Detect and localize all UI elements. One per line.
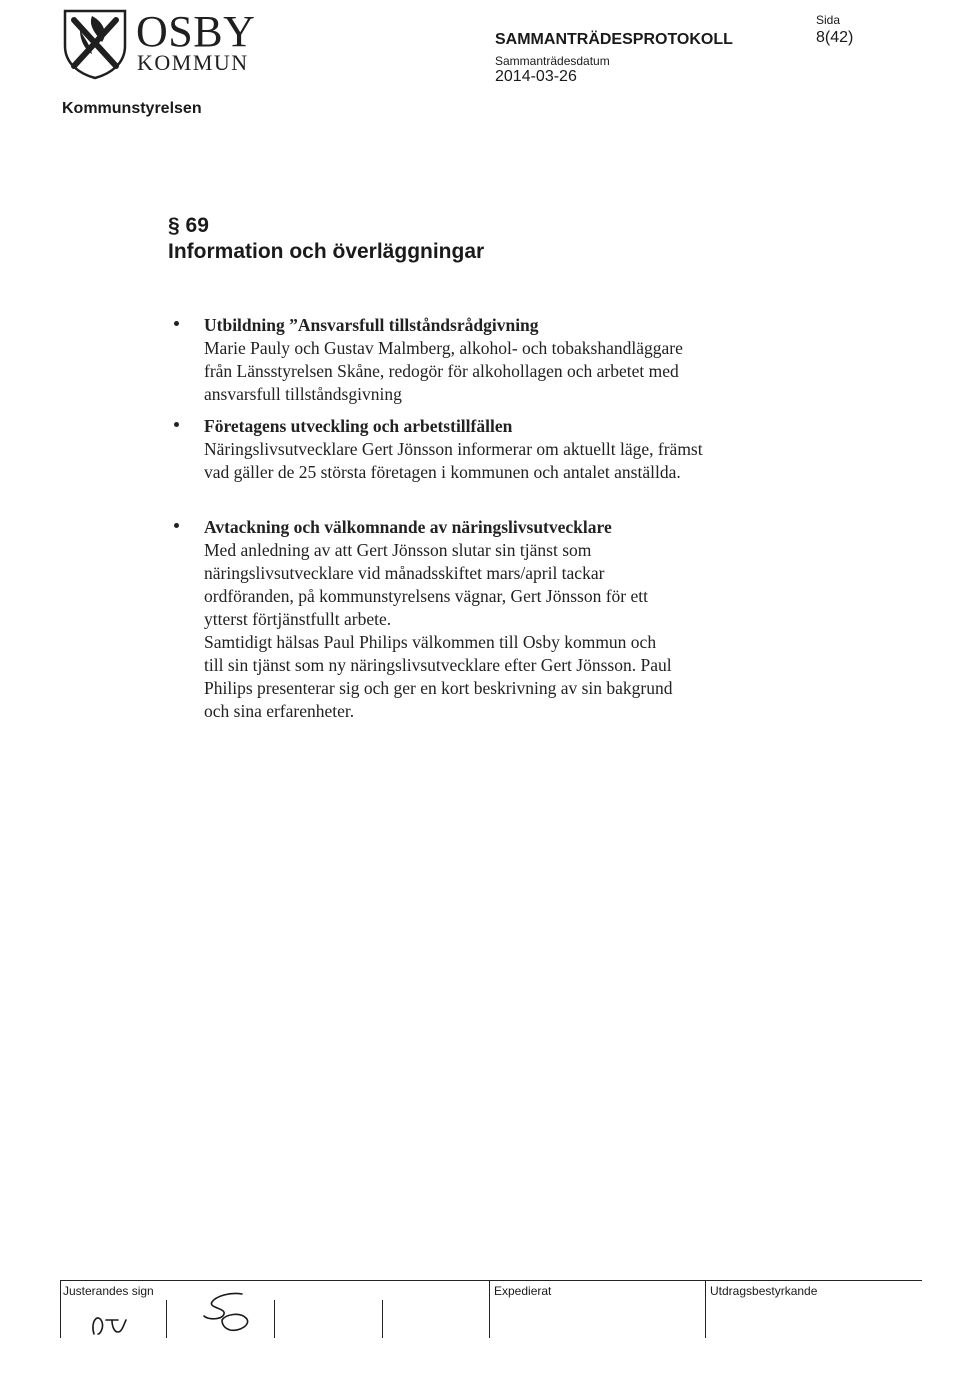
organization-name: Kommunstyrelsen [62,100,202,117]
signature-divider [382,1300,383,1338]
page-number: 8(42) [816,29,854,46]
document-type: SAMMANTRÄDESPROTOKOLL [495,31,733,48]
list-item [204,415,704,484]
footer-divider [705,1280,706,1338]
signature-icon [196,1290,254,1336]
item-body: Näringslivsutvecklare Gert Jönsson informerar om aktuellt läge, främst vad gäller de 25 största företagen i kommunen och antalet anställda. [204,439,703,482]
item-body: Samtidigt hälsas Paul Philips välkommen till Osby kommun och till sin tjänst som ny näringslivsutvecklare efter Gert Jönsson. Paul Philips presenterar sig och ger en kort beskrivning av sin bakgrund och sina erfarenheter. [204,632,673,721]
footer-divider [489,1280,490,1338]
footer-divider [60,1280,922,1281]
expedited-label: Expedierat [494,1284,552,1298]
signature-divider [166,1300,167,1338]
item-body: Med anledning av att Gert Jönsson slutar sin tjänst som näringslivsutvecklare vid månadsskiftet mars/april tackar ordföranden, på kommunstyrelsens vägnar, Gert Jönsson för ett ytterst förtjänstfullt arbete. [204,540,648,629]
item-heading: Företagens utveckling och arbetstillfällen [204,416,513,436]
page-label: Sida [816,13,841,27]
logo-subtitle: KOMMUN [137,50,249,75]
certified-label: Utdragsbestyrkande [710,1284,818,1298]
paragraph-number: § 69 [168,214,209,237]
coat-of-arms-icon [62,8,128,80]
item-body: Marie Pauly och Gustav Malmberg, alkohol- och tobakshandläggare från Länsstyrelsen Skåne, redogör för alkohollagen och arbetet med ansvarsfull tillståndsgivning [204,338,683,404]
signature-divider [274,1300,275,1338]
signature-label: Justerandes sign [63,1284,154,1298]
item-heading: Avtackning och välkomnande av näringslivsutvecklare [204,517,612,537]
section-title: Information och överläggningar [168,240,485,263]
footer-divider [60,1280,61,1338]
list-item [204,314,704,406]
logo-wordmark: OSBY [136,7,256,56]
bullet-icon [174,422,179,427]
bullet-icon [174,321,179,326]
list-item [204,516,679,723]
meeting-date: 2014-03-26 [495,68,577,85]
meeting-date-label: Sammanträdesdatum [495,54,610,68]
bullet-icon [174,523,179,528]
signature-icon [88,1308,132,1338]
item-heading: Utbildning ”Ansvarsfull tillståndsrådgivning [204,315,539,335]
